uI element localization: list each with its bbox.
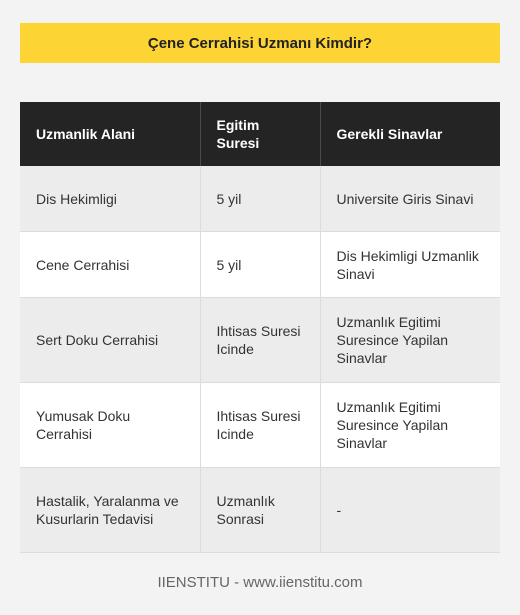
specialty-table: [20, 102, 500, 553]
footer-credit: IIENSTITU - www.iienstitu.com: [157, 574, 363, 591]
table-row: [20, 166, 500, 232]
cell-exams: -: [320, 468, 500, 553]
cell-exams: Uzmanlık Egitimi Suresince Yapilan Sinavlar: [320, 383, 500, 468]
column-header-duration: Egitim Suresi: [200, 102, 320, 166]
page-title-banner: [20, 23, 500, 63]
table-row: [20, 232, 500, 298]
column-header-exams: Gerekli Sinavlar: [320, 102, 500, 166]
cell-exams: Uzmanlık Egitimi Suresince Yapilan Sinavlar: [320, 298, 500, 383]
table-row: [20, 383, 500, 468]
table-header-row: [20, 102, 500, 166]
column-header-specialty: Uzmanlik Alani: [20, 102, 200, 166]
table-row: [20, 468, 500, 553]
cell-exams: Dis Hekimligi Uzmanlik Sinavi: [320, 232, 500, 298]
page-title: Çene Cerrahisi Uzmanı Kimdir?: [147, 34, 373, 52]
cell-specialty: Hastalik, Yaralanma ve Kusurlarin Tedavisi: [20, 468, 200, 553]
cell-specialty: Dis Hekimligi: [20, 166, 200, 232]
cell-duration: 5 yil: [200, 166, 320, 232]
cell-specialty: Yumusak Doku Cerrahisi: [20, 383, 200, 468]
cell-duration: Ihtisas Suresi Icinde: [200, 298, 320, 383]
cell-duration: Ihtisas Suresi Icinde: [200, 383, 320, 468]
cell-specialty: Sert Doku Cerrahisi: [20, 298, 200, 383]
cell-exams: Universite Giris Sinavi: [320, 166, 500, 232]
cell-duration: Uzmanlık Sonrasi: [200, 468, 320, 553]
cell-specialty: Cene Cerrahisi: [20, 232, 200, 298]
cell-duration: 5 yil: [200, 232, 320, 298]
table-row: [20, 298, 500, 383]
